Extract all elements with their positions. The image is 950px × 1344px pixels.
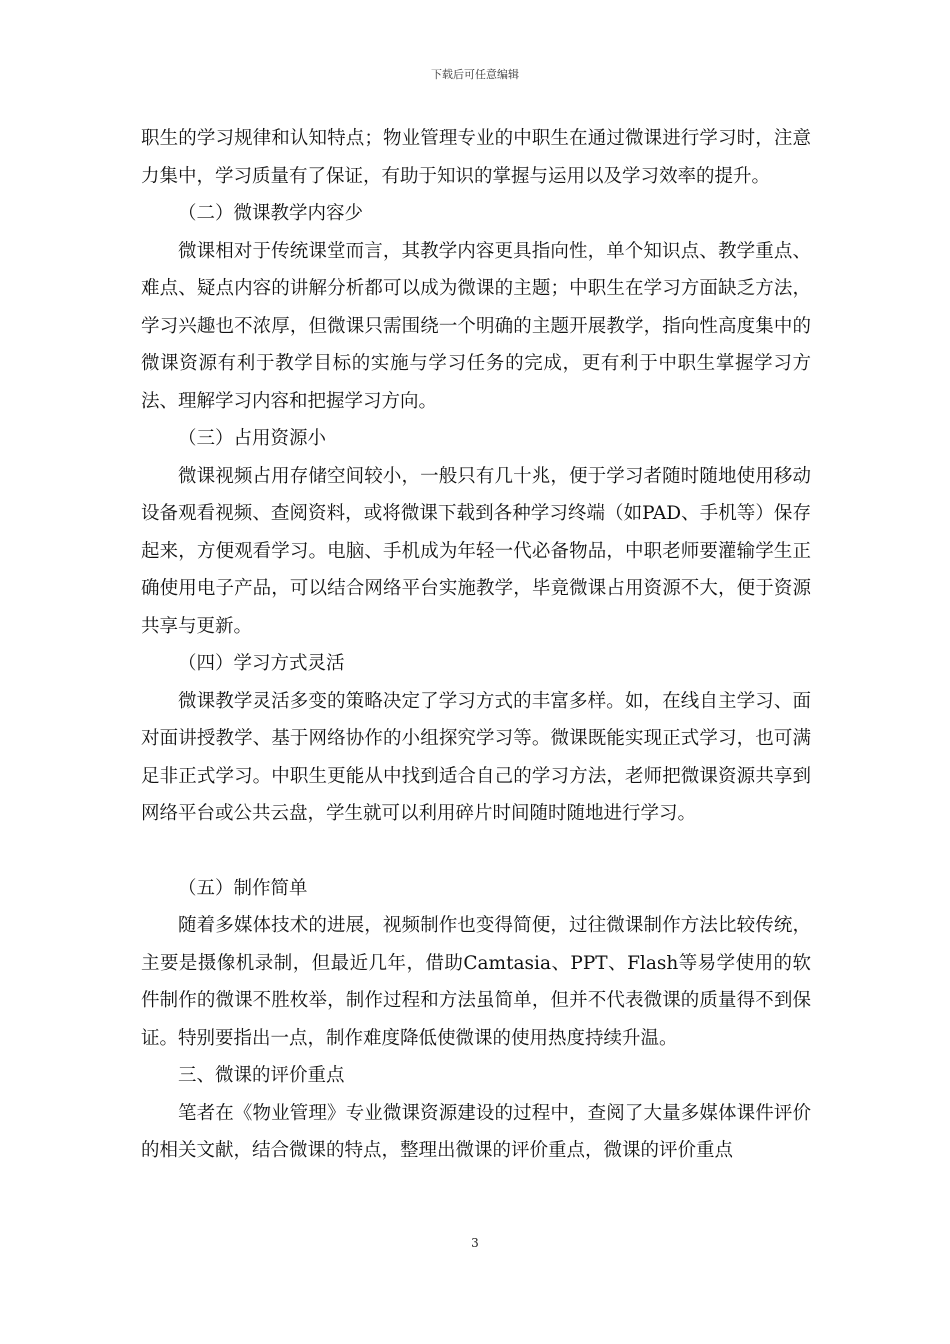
paragraph-continuation: 职生的学习规律和认知特点；物业管理专业的中职生在通过微课进行学习时，注意力集中，学习质量有了保证，有助于知识的掌握与运用以及学习效率的提升。 (141, 128, 811, 187)
section-heading-5: （五）制作简单 (178, 877, 308, 899)
section-heading-3: （三）占用资源小 (178, 428, 327, 449)
paragraph-content-small: 微课相对于传统课堂而言，其教学内容更具指向性，单个知识点、教学重点、难点、疑点内容的讲解分析都可以成为微课的主题；中职生在学习方面缺乏方法，学习兴趣也不浓厚，但微课只需围绕一个明确的主题开展教学，指向性高度集中的微课资源有利于教学目标的实施与学习任务的完成，更有利于中职生掌握学习方法、理解学习内容和把握学习方向。 (141, 240, 811, 412)
section-heading-2: （二）微课教学内容少 (178, 203, 364, 224)
paragraph-simple-production: 随着多媒体技术的进展，视频制作也变得简便，过往微课制作方法比较传统，主要是摄像机录制，但最近几年，借助Camtasia、PPT、Flash等易学使用的软件制作的微课不胜枚举，制作过程和方法虽简单，但并不代表微课的质量得不到保证。特别要指出一点，制作难度降低使微课的使用热度持续升温。 (141, 915, 811, 1049)
section-heading-three: 三、微课的评价重点 (178, 1065, 345, 1086)
paragraph-resource-small: 微课视频占用存储空间较小，一般只有几十兆，便于学习者随时随地使用移动设备观看视频、查阅资料，或将微课下载到各种学习终端（如PAD、手机等）保存起来，方便观看学习。电脑、手机成为年轻一代必备物品，中职老师要灌输学生正确使用电子产品，可以结合网络平台实施教学，毕竟微课占用资源不大，便于资源共享与更新。 (141, 465, 811, 637)
paragraph-evaluation: 笔者在《物业管理》专业微课资源建设的过程中，查阅了大量多媒体课件评价的相关文献，结合微课的特点，整理出微课的评价重点，微课的评价重点 (141, 1102, 811, 1161)
page-header: 下载后可任意编辑 (431, 68, 519, 81)
page-number: 3 (471, 1236, 479, 1250)
document-body (141, 120, 811, 1170)
paragraph-flexible-learning: 微课教学灵活多变的策略决定了学习方式的丰富多样。如，在线自主学习、面对面讲授教学、基于网络协作的小组探究学习等。微课既能实现正式学习，也可满足非正式学习。中职生更能从中找到适合自己的学习方法，老师把微课资源共享到网络平台或公共云盘，学生就可以利用碎片时间随时随地进行学习。 (141, 690, 811, 824)
section-heading-4: （四）学习方式灵活 (178, 653, 345, 674)
paragraph-gap (141, 833, 811, 870)
